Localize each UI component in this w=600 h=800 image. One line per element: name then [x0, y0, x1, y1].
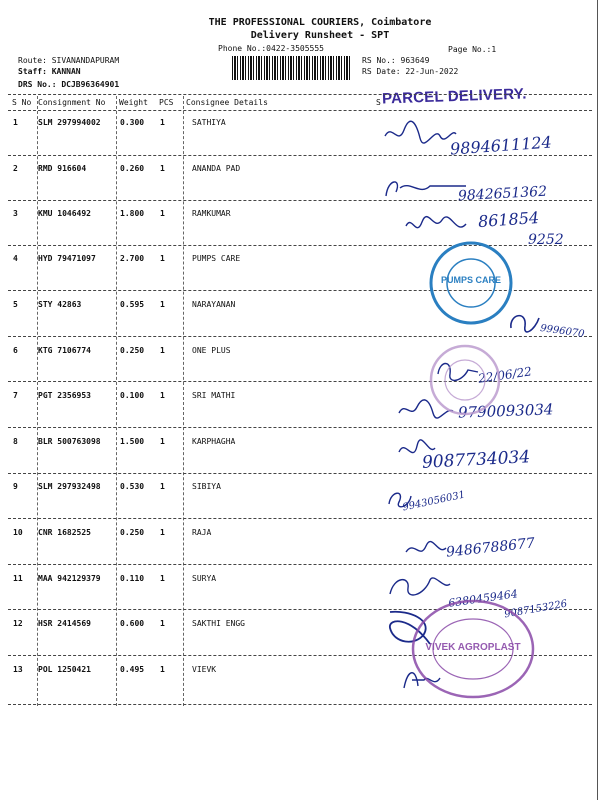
row-pcs: 1 [160, 665, 165, 674]
row-rule [8, 155, 592, 156]
document-title: Delivery Runsheet - SPT [250, 30, 390, 41]
row-sno: 4 [13, 254, 18, 263]
row-weight: 0.600 [120, 619, 145, 628]
pumps-care-stamp [427, 239, 515, 327]
row-consignee: SAKTHI ENGG [192, 619, 245, 628]
col-consignment: Consignment No [38, 98, 106, 107]
row-weight: 1.800 [120, 209, 145, 218]
row-consignee: SIBIYA [192, 482, 221, 491]
handwritten-note: 9486788677 [445, 535, 536, 561]
row-weight: 0.300 [120, 118, 145, 127]
row-weight: 0.495 [120, 665, 145, 674]
row-sno: 11 [13, 574, 23, 583]
row-rule [8, 704, 592, 705]
row-sno: 7 [13, 391, 18, 400]
stamp-text: PUMPS CARE [440, 275, 501, 285]
row-weight: 0.260 [120, 164, 145, 173]
handwritten-note: 9790093034 [457, 400, 554, 422]
row-rule [8, 564, 592, 565]
row-pcs: 1 [160, 528, 165, 537]
row-rule [8, 518, 592, 519]
row-sno: 1 [13, 118, 18, 127]
row-weight: 0.100 [120, 391, 145, 400]
row-consignment: CNR 1682525 [38, 528, 91, 537]
stamp-text: VIVEK AGROPLAST [425, 642, 521, 653]
row-consignee: SRI MATHI [192, 391, 236, 400]
row-pcs: 1 [160, 346, 165, 355]
row-weight: 0.530 [120, 482, 145, 491]
row-rule [8, 336, 592, 337]
row-consignment: KTG 7106774 [38, 346, 91, 355]
row-weight: 0.595 [120, 300, 145, 309]
row-rule [8, 427, 592, 428]
row-pcs: 1 [160, 391, 165, 400]
phone-number: Phone No.:0422-3505555 [218, 44, 324, 53]
col-signature: S [376, 98, 381, 107]
rs-date: RS Date: 22-Jun-2022 [362, 67, 459, 76]
row-consignee: VIEVK [192, 665, 217, 674]
row-consignee: ONE PLUS [192, 346, 231, 355]
vivek-agroplast-stamp [408, 596, 538, 702]
row-consignment: PGT 2356953 [38, 391, 91, 400]
row-sno: 10 [13, 528, 23, 537]
route: Route: SIVANANDAPURAM [18, 56, 120, 65]
handwritten-note: 9087153226 [503, 598, 569, 621]
col-pcs: PCS [159, 98, 174, 107]
row-pcs: 1 [160, 300, 165, 309]
handwritten-note: 9996070 [539, 322, 586, 341]
row-consignment: RMD 916604 [38, 164, 87, 173]
row-sno: 9 [13, 482, 18, 491]
row-consignment: BLR 500763098 [38, 437, 101, 446]
row-pcs: 1 [160, 254, 165, 263]
col-sno: S No [12, 98, 32, 107]
row-consignee: NARAYANAN [192, 300, 236, 309]
col-weight: Weight [119, 98, 148, 107]
row-consignee: SURYA [192, 574, 217, 583]
row-weight: 0.110 [120, 574, 145, 583]
row-pcs: 1 [160, 164, 165, 173]
row-consignee: RAJA [192, 528, 212, 537]
row-weight: 1.500 [120, 437, 145, 446]
row-consignee: SATHIYA [192, 118, 226, 127]
row-pcs: 1 [160, 482, 165, 491]
staff: Staff: KANNAN [18, 67, 81, 76]
handwritten-note: 861854 [477, 207, 540, 232]
company-name: THE PROFESSIONAL COURIERS, Coimbatore [208, 17, 432, 28]
table-row [0, 478, 600, 523]
row-consignee: KARPHAGHA [192, 437, 236, 446]
handwritten-note: 9087734034 [421, 447, 531, 473]
row-consignment: HSR 2414569 [38, 619, 91, 628]
row-consignment: SLM 297994002 [38, 118, 101, 127]
row-consignment: SLM 297932498 [38, 482, 101, 491]
handwritten-note: 9943056031 [401, 489, 467, 514]
row-pcs: 1 [160, 437, 165, 446]
row-consignment: KMU 1046492 [38, 209, 91, 218]
row-weight: 0.250 [120, 346, 145, 355]
handwritten-note: 22/06/22 [477, 364, 533, 386]
row-rule [8, 473, 592, 474]
row-sno: 12 [13, 619, 23, 628]
row-weight: 0.250 [120, 528, 145, 537]
row-sno: 8 [13, 437, 18, 446]
row-consignment: STY 42863 [38, 300, 82, 309]
row-consignment: POL 1250421 [38, 665, 91, 674]
row-sno: 13 [13, 665, 23, 674]
row-sno: 2 [13, 164, 18, 173]
page-number: Page No.:1 [448, 45, 497, 54]
parcel-delivery-stamp: PARCEL DELIVERY. [381, 85, 527, 108]
row-consignee: RAMKUMAR [192, 209, 231, 218]
handwritten-note: 9842651362 [457, 183, 548, 205]
row-weight: 2.700 [120, 254, 145, 263]
row-pcs: 1 [160, 574, 165, 583]
row-consignee: PUMPS CARE [192, 254, 241, 263]
row-sno: 6 [13, 346, 18, 355]
row-sno: 5 [13, 300, 18, 309]
row-pcs: 1 [160, 619, 165, 628]
row-consignment: HYD 79471097 [38, 254, 96, 263]
header-top-rule [8, 94, 592, 95]
row-consignee: ANANDA PAD [192, 164, 241, 173]
row-consignment: MAA 942129379 [38, 574, 101, 583]
row-pcs: 1 [160, 118, 165, 127]
header-bottom-rule [8, 110, 592, 111]
handwritten-note: 6380459464 [447, 587, 519, 610]
col-consignee: Consignee Details [186, 98, 268, 107]
drs-number: DRS No.: DCJB96364901 [18, 80, 120, 89]
barcode [232, 56, 352, 80]
handwritten-note: 9894611124 [449, 132, 553, 159]
rs-number: RS No.: 963649 [362, 56, 430, 65]
handwritten-note: 9252 [528, 232, 564, 248]
row-pcs: 1 [160, 209, 165, 218]
row-sno: 3 [13, 209, 18, 218]
